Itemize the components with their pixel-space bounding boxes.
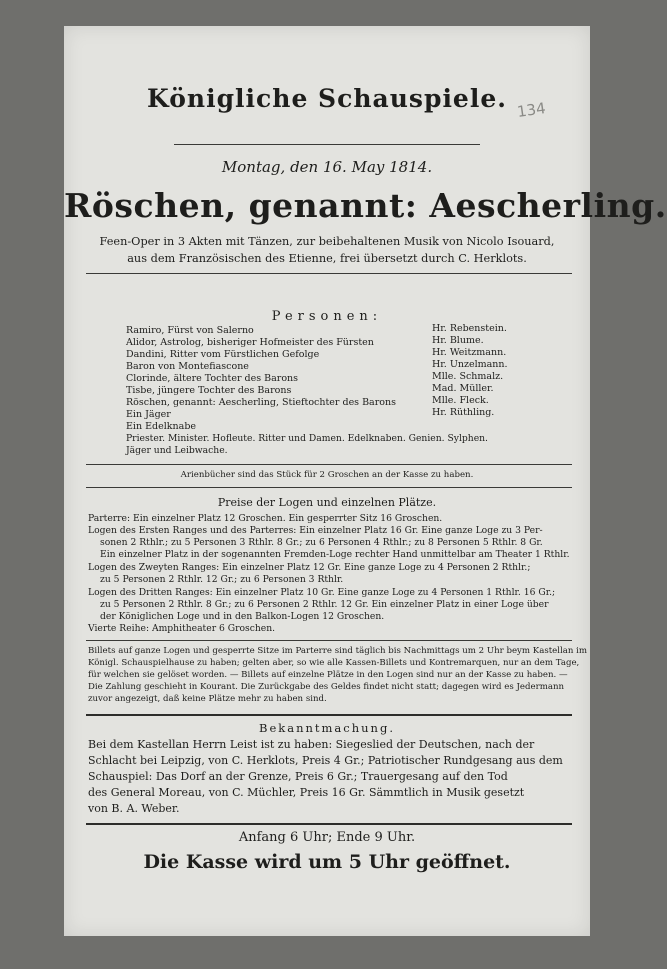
performance-times: Anfang 6 Uhr; Ende 9 Uhr. [238,830,416,845]
announcement-line: des General Moreau, von C. Müchler, Preis 16 Gr. Sämmtlich in Musik gesetzt [88,786,525,799]
divider [86,823,572,825]
cast-actor: Hr. Rebenstein. [432,323,507,334]
announcement-line: Schauspiel: Das Dorf an der Grenze, Preis 6 Gr.; Trauergesang auf den Tod [88,770,508,783]
price-line: sonen 2 Rthlr.; zu 5 Personen 3 Rthlr. 8 Gr.; zu 6 Personen 4 Rthlr.; zu 8 Personen 5 Rthlr. 8 Gr. [100,537,543,548]
prices-heading: Preise der Logen und einzelnen Plätze. [217,496,437,509]
cast-role: Dandini, Ritter vom Fürstlichen Gefolge [126,349,320,360]
cast-role: Ein Edelknabe [126,421,197,432]
announcement-heading: Bekanntmachung. [259,721,395,735]
subtitle-line: aus dem Französischen des Etienne, frei übersetzt durch C. Herklots. [127,252,527,265]
subtitle-line: Feen-Oper in 3 Akten mit Tänzen, zur beibehaltenen Musik von Nicolo Isouard, [99,235,555,248]
price-line: Vierte Reihe: Amphitheater 6 Groschen. [88,623,276,634]
price-line: Logen des Zweyten Ranges: Ein einzelner Platz 12 Gr. Eine ganze Loge zu 4 Personen 2 Rthlr.; [88,562,531,573]
ticket-note-line: Billets auf ganze Logen und gesperrte Sitze im Parterre sind täglich bis Nachmittags um 2 Uhr beym Kastellan im [88,646,588,656]
cast-actor: Mad. Müller. [432,383,494,394]
cast-actor: Mlle. Fleck. [432,395,489,406]
extras-line: Jäger und Leibwache. [126,445,228,456]
price-line: der Königlichen Loge und in den Balkon-Logen 12 Groschen. [100,611,385,622]
divider [86,487,572,488]
header-divider [174,144,480,145]
divider [86,273,572,274]
cast-role: Tisbe, jüngere Tochter des Barons [126,385,292,396]
price-line: zu 5 Personen 2 Rthlr. 8 Gr.; zu 6 Personen 2 Rthlr. 12 Gr. Ein einzelner Platz in einer Loge über [100,599,549,610]
performance-date: Montag, den 16. May 1814. [221,158,433,176]
divider [86,464,572,465]
personen-heading: Personen: [271,309,383,324]
announcement-line: Bei dem Kastellan Herrn Leist ist zu haben: Siegeslied der Deutschen, nach der [88,738,535,751]
ticket-note-line: zuvor angezeigt, daß keine Plätze mehr zu haben sind. [88,694,327,704]
price-line: Logen des Ersten Ranges und des Parterres: Ein einzelner Platz 16 Gr. Eine ganze Loge zu 3 Per- [88,525,543,536]
cast-actor: Mlle. Schmalz. [432,371,504,382]
theatre-header: Königliche Schauspiele. [147,84,507,113]
cast-role: Baron von Montefiascone [126,361,249,372]
ticket-note-line: Die Zahlung geschieht in Kourant. Die Zurückgabe des Geldes findet nicht statt; dagegen wird es Jedermann [88,682,565,692]
libretto-note: Arienbücher sind das Stück für 2 Groschen an der Kasse zu haben. [180,470,474,480]
price-line: Parterre: Ein einzelner Platz 12 Groschen. Ein gesperrter Sitz 16 Groschen. [88,513,443,524]
cast-role: Clorinde, ältere Tochter des Barons [126,373,299,384]
play-title: Röschen, genannt: Aescherling. [64,186,667,225]
price-line: zu 5 Personen 2 Rthlr. 12 Gr.; zu 6 Personen 3 Rthlr. [100,574,344,585]
cast-actor: Hr. Blume. [432,335,484,346]
divider [86,640,572,641]
announcement-line: Schlacht bei Leipzig, von C. Herklots, Preis 4 Gr.; Patriotischer Rundgesang aus dem [88,754,563,767]
announcement-line: von B. A. Weber. [88,802,180,815]
box-office-note: Die Kasse wird um 5 Uhr geöffnet. [143,851,511,873]
archive-number: 134 [515,99,547,121]
cast-actor: Hr. Unzelmann. [432,359,508,370]
playbill-sheet [64,26,667,936]
cast-role: Röschen, genannt: Aescherling, Stieftochter des Barons [126,397,396,408]
ticket-note-line: für welchen sie gelöset worden. — Billets auf einzelne Plätze in den Logen sind nur an der Kasse zu haben. — [88,670,568,680]
price-line: Ein einzelner Platz in der sogenannten Fremden-Loge rechter Hand unmittelbar am Theater 1 Rthlr. [100,549,570,560]
cast-actor: Hr. Weitzmann. [432,347,507,358]
ticket-note-line: Königl. Schauspielhause zu haben; gelten aber, so wie alle Kassen-Billets und Kontremarquen, nur an dem Tage, [88,658,580,668]
extras-line: Priester. Minister. Hofleute. Ritter und Damen. Edelknaben. Genien. Sylphen. [126,433,488,444]
cast-role: Ein Jäger [126,409,171,420]
price-line: Logen des Dritten Ranges: Ein einzelner Platz 10 Gr. Eine ganze Loge zu 4 Personen 1 Rthlr. 16 Gr.; [88,587,556,598]
divider [86,714,572,716]
cast-role: Alidor, Astrolog, bisheriger Hofmeister des Fürsten [126,337,374,348]
cast-actor: Hr. Rüthling. [432,407,495,418]
cast-role: Ramiro, Fürst von Salerno [126,325,254,336]
